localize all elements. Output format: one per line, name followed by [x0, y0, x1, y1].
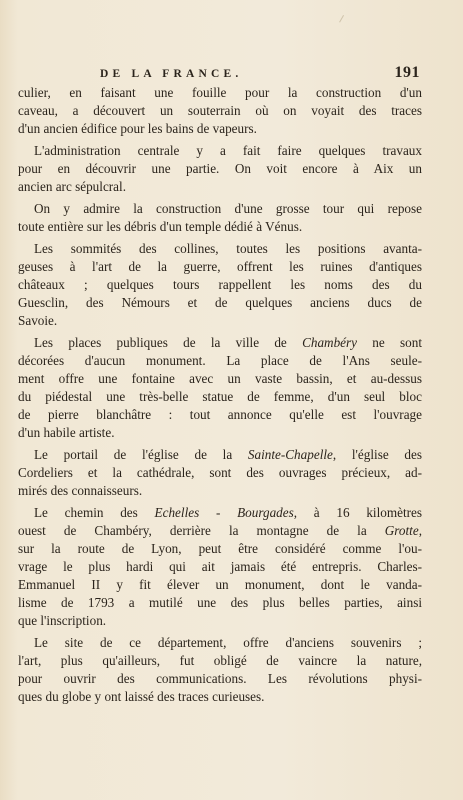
- text-line: Le site de ce département, offre d'anciens souvenirs ;: [34, 635, 422, 650]
- text-line: Emmanuel II y fit élever un monument, dont le vanda-: [18, 577, 422, 592]
- text-line: geuses à l'art de la guerre, offrent les ruines d'antiques: [18, 259, 422, 274]
- text-line: l'art, plus qu'ailleurs, fut obligé de vaincre la nature,: [18, 653, 422, 668]
- text-line: toute entière sur les débris d'un temple dédié à Vénus.: [18, 219, 303, 234]
- paragraph: [18, 142, 422, 196]
- text-line: Le chemin des Echelles - Bourgades, à 16 kilomètres: [34, 505, 422, 520]
- running-head: DE LA FRANCE.: [100, 68, 243, 80]
- text-line: ouest de Chambéry, derrière la montagne de la Grotte,: [18, 523, 422, 538]
- paragraph: [18, 634, 422, 706]
- text-line: sur la route de Lyon, peut être considéré comme l'ou-: [18, 541, 422, 556]
- text-line: caveau, a découvert un souterrain où on voyait des traces: [18, 103, 422, 118]
- text-line: On y admire la construction d'une grosse tour qui repose: [34, 201, 422, 216]
- text-line: Le portail de l'église de la Sainte-Chapelle, l'église des: [34, 447, 423, 462]
- text-line: ques du globe y ont laissé des traces curieuses.: [18, 689, 265, 704]
- text-line: ment offre une fontaine avec un vaste bassin, et au-dessus: [18, 371, 422, 386]
- paragraph: [18, 240, 422, 330]
- text-line: Cordeliers et la cathédrale, sont des ouvrages précieux, ad-: [18, 465, 422, 480]
- text-line: décorées d'aucun monument. La place de l'Ans seule-: [18, 353, 422, 368]
- text-line: Guesclin, des Némours et de quelques anciens ducs de: [18, 295, 422, 310]
- paragraph: [18, 446, 422, 500]
- text-line: lisme de 1793 a mutilé une des plus belles parties, ainsi: [18, 595, 422, 610]
- body-text: [18, 84, 422, 710]
- text-line: Les places publiques de la ville de Chambéry ne sont: [34, 335, 422, 350]
- text-line: que l'inscription.: [18, 613, 107, 628]
- text-line: L'administration centrale y a fait faire quelques travaux: [34, 143, 422, 158]
- paragraph: [18, 84, 422, 138]
- paragraph: [18, 504, 422, 630]
- page-number: 191: [394, 64, 420, 81]
- text-line: vrage le plus hardi qui ait jamais été entrepris. Charles-: [18, 559, 422, 574]
- text-line: du piédestal une très-belle statue de femme, d'un seul bloc: [18, 389, 422, 404]
- page-header: [100, 64, 420, 84]
- text-line: Les sommités des collines, toutes les positions avanta-: [34, 241, 422, 256]
- text-line: pour ouvrir des communications. Les révolutions physi-: [18, 671, 422, 686]
- text-line: Savoie.: [18, 313, 58, 328]
- text-line: culier, en faisant une fouille pour la construction d'un: [18, 85, 422, 100]
- text-line: d'un habile artiste.: [18, 425, 115, 440]
- text-line: d'un ancien édifice pour les bains de vapeurs.: [18, 121, 257, 136]
- text-line: ancien arc sépulcral.: [18, 179, 126, 194]
- text-line: de pierre blanchâtre : tout annonce qu'elle est l'ouvrage: [18, 407, 422, 422]
- margin-mark: [339, 15, 345, 23]
- text-line: pour en découvrir une partie. On voit encore à Aix un: [18, 161, 422, 176]
- text-line: châteaux ; quelques tours rappellent les noms des du: [18, 277, 422, 292]
- paragraph: [18, 334, 422, 442]
- paragraph: [18, 200, 422, 236]
- text-line: mirés des connaisseurs.: [18, 483, 143, 498]
